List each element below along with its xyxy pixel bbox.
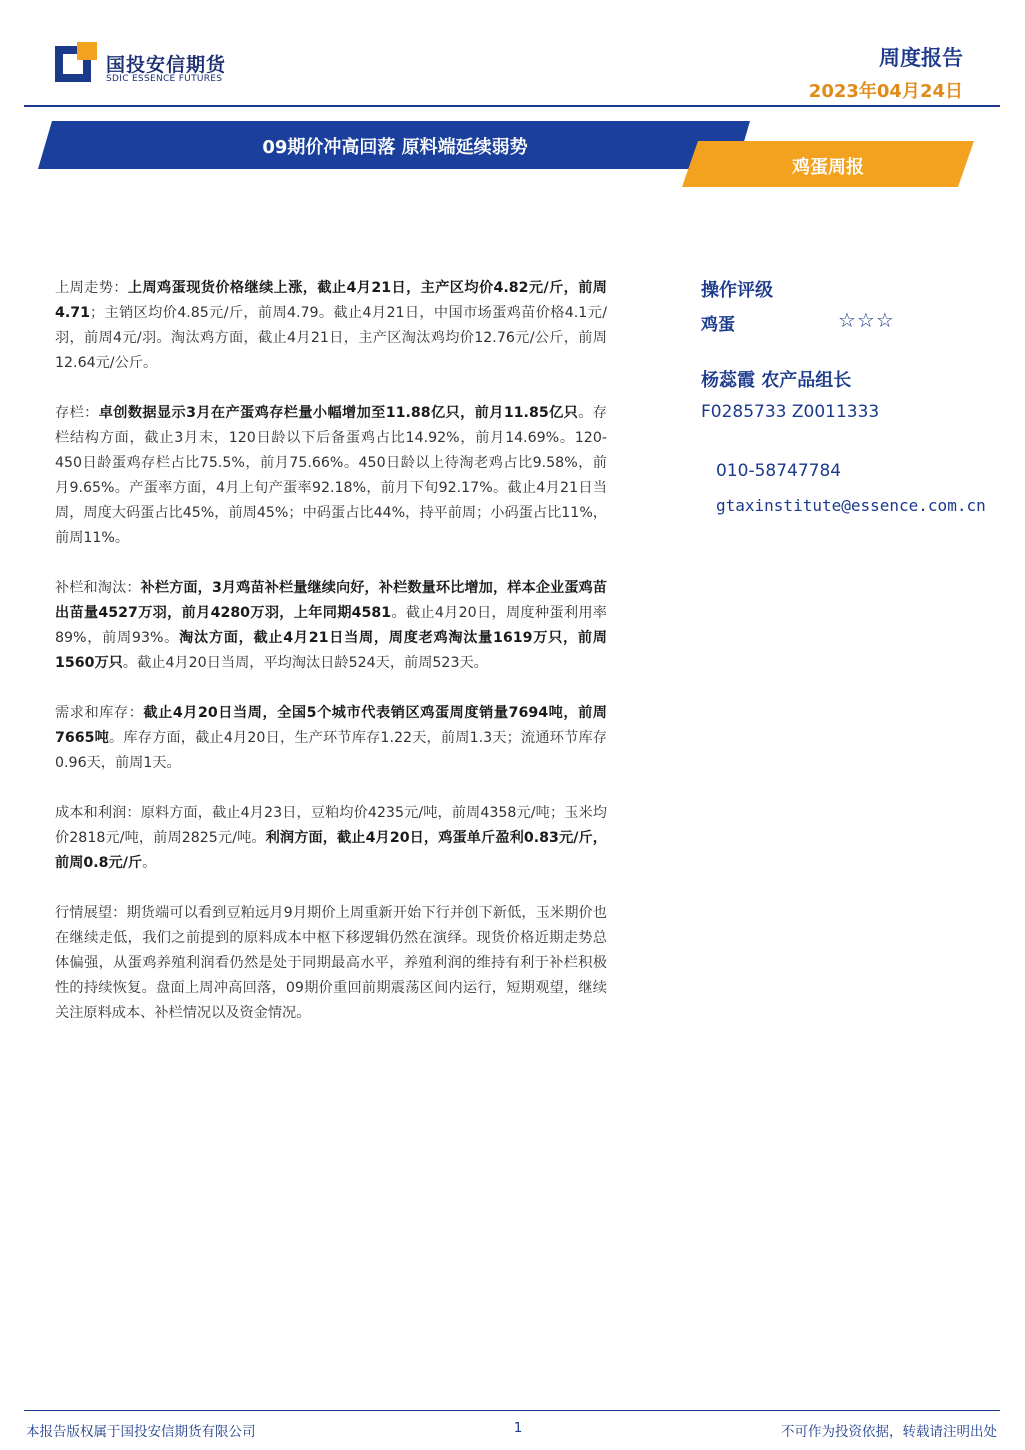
contact-phone: 010-58747784 — [716, 461, 842, 481]
report-date: 2023年04月24日 — [808, 81, 963, 102]
section-label: 需求和库存： — [55, 705, 144, 721]
company-name-cn: 国投安信期货 — [106, 54, 227, 76]
section-text-2: 。 — [142, 855, 157, 871]
page-number: 1 — [513, 1420, 523, 1436]
section-highlight-2: 淘汰方面，截止4月21日当周，周度老鸡淘汰量1619万只，前周1560万只 — [55, 630, 607, 671]
section-label: 上周走势： — [55, 280, 128, 296]
analyst-name: 杨蕊霞 农产品组长 — [701, 370, 852, 391]
section-label: 补栏和淘汰： — [55, 580, 141, 596]
company-name-en: SDIC ESSENCE FUTURES — [106, 74, 223, 84]
section-label: 行情展望： — [55, 905, 127, 921]
section-text: 原料方面，截止4月23日，豆粕均价4235元/吨，前周4358元/吨；玉米均价2818元/吨，前周2825元/吨。 — [55, 805, 607, 846]
section-outlook — [55, 901, 607, 1026]
analyst-certificates: F0285733 Z0011333 — [701, 402, 880, 422]
section-text: ；主销区均价4.85元/斤，前周4.79。截止4月21日，中国市场蛋鸡苗价格4.1元/羽，前周4元/羽。淘汰鸡方面，截止4月21日，主产区淘汰鸡均价12.76元/公斤，前周12.64元/公斤。 — [55, 305, 607, 371]
section-label: 存栏： — [55, 405, 99, 421]
report-title: 09期价冲高回落 原料端延续弱势 — [262, 137, 528, 158]
section-highlight-2: 利润方面，截止4月20日，鸡蛋单斤盈利0.83元/斤，前周0.8元/斤 — [55, 830, 607, 871]
rating-stars-icon: ☆☆☆ — [838, 308, 895, 332]
footer-copyright: 本报告版权属于国投安信期货有限公司 — [26, 1424, 256, 1440]
rating-heading: 操作评级 — [701, 280, 773, 301]
section-inventory — [55, 401, 607, 551]
section-text: 。存栏结构方面，截止3月末，120日龄以下后备蛋鸡占比14.92%，前月14.69%。120-450日龄蛋鸡存栏占比75.5%，前月75.66%。450日龄以上待淘老鸡占比9.58%，前月9.65%。产蛋率方面，4月上旬产蛋率92.18%，前月下旬92.17%。截止4月21日当周，周度大码蛋占比45%，前周45%；中码蛋占比44%，持平前周；小码蛋占比11%，前周11%。 — [55, 405, 607, 546]
section-text: 。截止4月20日，周度种蛋利用率89%，前周93%。 — [55, 605, 607, 646]
contact-email[interactable]: gtaxinstitute@essence.com.cn — [716, 496, 986, 515]
footer-disclaimer: 不可作为投资依据，转载请注明出处 — [781, 1424, 997, 1440]
report-body — [55, 276, 607, 1051]
section-last-week — [55, 276, 607, 376]
report-type: 周度报告 — [879, 46, 963, 70]
section-highlight: 卓创数据显示3月在产蛋鸡存栏量小幅增加至11.88亿只，前月11.85亿只 — [98, 405, 579, 421]
header-divider — [24, 105, 1000, 107]
company-logo-icon — [55, 42, 97, 84]
section-highlight: 截止4月20日当周，全国5个城市代表销区鸡蛋周度销量7694吨，前周7665吨 — [55, 705, 607, 746]
section-text: 期货端可以看到豆粕远月9月期价上周重新开始下行并创下新低，玉米期价也在继续走低，我们之前提到的原料成本中枢下移逻辑仍然在演绎。现货价格近期走势总体偏强，从蛋鸡养殖利润看仍然是处于同期最高水平，养殖利润的维持有利于补栏积极性的持续恢复。盘面上周冲高回落，09期价重回前期震荡区间内运行，短期观望，继续关注原料成本、补栏情况以及资金情况。 — [55, 905, 607, 1021]
section-label: 成本和利润： — [55, 805, 141, 821]
section-text-2: 。截止4月20日当周，平均淘汰日龄524天，前周523天。 — [122, 655, 488, 671]
section-highlight: 上周鸡蛋现货价格继续上涨，截止4月21日，主产区均价4.82元/斤，前周4.71 — [55, 280, 607, 321]
rating-item: 鸡蛋 — [701, 315, 735, 335]
report-tag: 鸡蛋周报 — [792, 157, 864, 178]
section-highlight: 补栏方面，3月鸡苗补栏量继续向好，补栏数量环比增加，样本企业蛋鸡苗出苗量4527万羽，前月4280万羽，上年同期4581 — [55, 580, 607, 621]
section-text: 。库存方面，截止4月20日，生产环节库存1.22天，前周1.3天；流通环节库存0.96天，前周1天。 — [55, 730, 607, 771]
section-cost-profit — [55, 801, 607, 876]
section-demand-stock — [55, 701, 607, 776]
section-restock-cull — [55, 576, 607, 676]
footer-divider — [24, 1410, 1000, 1411]
